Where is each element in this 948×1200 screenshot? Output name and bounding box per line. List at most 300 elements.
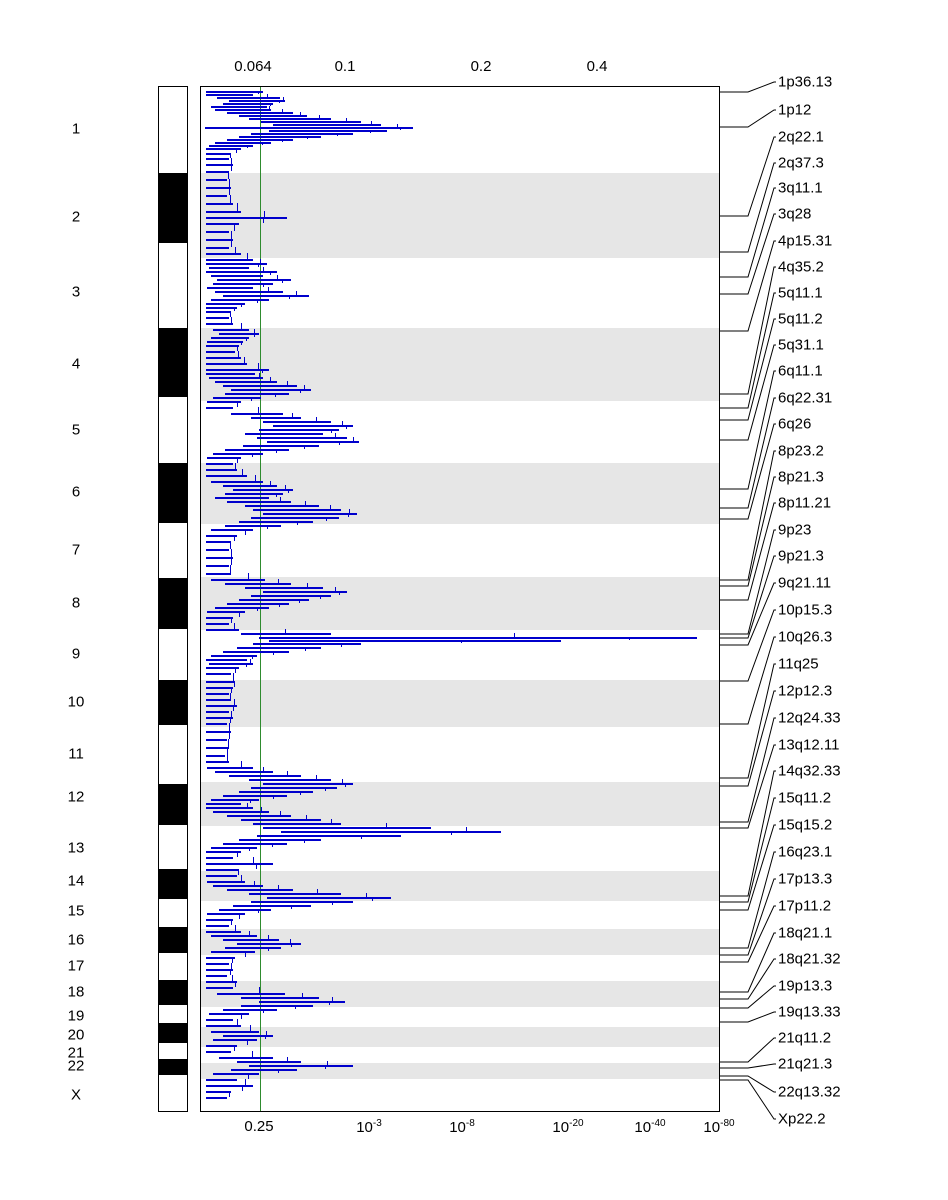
bottom-axis-tick-label: 0.25 xyxy=(244,1118,274,1135)
trace-connector xyxy=(230,541,231,549)
trace-segment xyxy=(206,203,233,205)
cytoband-label: 4q35.2 xyxy=(778,258,824,276)
cytoband-label: 9p21.3 xyxy=(778,547,824,565)
trace-connector xyxy=(233,705,234,711)
cytoband-label: 19p13.3 xyxy=(778,977,833,995)
trace-connector xyxy=(320,595,321,599)
trace-segment xyxy=(225,947,281,949)
trace-segment xyxy=(225,449,289,451)
trace-segment xyxy=(251,417,301,419)
trace-connector xyxy=(371,121,372,124)
trace-connector xyxy=(397,124,398,127)
trace-segment xyxy=(206,1079,237,1081)
trace-connector xyxy=(361,835,362,839)
trace-segment xyxy=(206,717,233,719)
trace-segment xyxy=(253,509,341,511)
trace-segment xyxy=(267,441,359,443)
trace-connector xyxy=(289,295,290,299)
cytoband-label: 5q11.2 xyxy=(778,310,823,328)
trace-connector xyxy=(295,1005,296,1009)
trace-connector xyxy=(241,761,242,767)
trace-segment xyxy=(207,401,241,403)
top-axis-tick-label: 0.4 xyxy=(586,58,608,75)
top-axis-tick-label: 0.064 xyxy=(234,58,272,75)
trace-connector xyxy=(306,815,307,819)
trace-connector xyxy=(330,505,331,509)
chromosome-ideogram xyxy=(158,86,188,1112)
trace-connector xyxy=(307,583,308,587)
trace-connector xyxy=(304,385,305,389)
trace-segment xyxy=(249,779,331,781)
trace-segment xyxy=(206,565,229,567)
trace-segment xyxy=(239,136,321,138)
trace-segment xyxy=(215,771,273,773)
cytoband-label: 6q22.31 xyxy=(778,389,833,407)
trace-segment xyxy=(206,963,229,965)
trace-segment xyxy=(213,885,263,887)
chromosome-label-18: 18 xyxy=(67,983,85,1001)
trace-connector xyxy=(234,1045,235,1051)
cytoband-label: 8p23.2 xyxy=(778,442,824,460)
trace-connector xyxy=(234,535,235,541)
chromosome-label-2: 2 xyxy=(71,208,81,226)
trace-connector xyxy=(282,279,283,283)
cytoband-label: 8p11.21 xyxy=(778,494,832,512)
trace-segment xyxy=(206,857,233,859)
chromosome-label-21: 21 xyxy=(67,1044,85,1062)
trace-segment xyxy=(241,819,321,821)
trace-connector xyxy=(242,469,243,475)
trace-connector xyxy=(279,100,280,103)
trace-connector xyxy=(329,1001,330,1005)
trace-connector xyxy=(234,681,235,687)
trace-segment xyxy=(239,115,307,117)
trace-segment xyxy=(206,1091,231,1093)
chromosome-label-X: X xyxy=(70,1086,82,1104)
trace-segment xyxy=(213,1039,257,1041)
trace-segment xyxy=(241,1005,313,1007)
leader-line xyxy=(720,879,776,955)
cytoband-label: Xp22.2 xyxy=(778,1110,826,1128)
trace-connector xyxy=(239,913,240,919)
trace-connector xyxy=(266,1031,267,1035)
trace-connector xyxy=(250,799,251,803)
trace-segment xyxy=(206,869,239,871)
trace-connector xyxy=(229,731,230,739)
trace-segment xyxy=(245,433,323,435)
leader-line xyxy=(720,82,776,92)
trace-segment xyxy=(206,271,277,273)
trace-connector xyxy=(256,863,257,869)
bottom-axis-tick-label: $10^{-3}$ xyxy=(356,1118,382,1136)
chromosome-label-1: 1 xyxy=(71,120,81,138)
leader-line xyxy=(720,293,776,408)
trace-segment xyxy=(206,195,227,197)
trace-segment xyxy=(207,881,245,883)
leader-line xyxy=(720,371,776,489)
trace-connector xyxy=(296,291,297,295)
trace-connector xyxy=(316,775,317,779)
trace-segment xyxy=(215,109,271,111)
trace-connector xyxy=(237,851,238,857)
leader-line xyxy=(720,1012,776,1022)
trace-connector xyxy=(279,603,280,607)
trace-segment xyxy=(206,623,229,625)
trace-connector xyxy=(229,187,230,195)
trace-connector xyxy=(339,591,340,595)
trace-segment xyxy=(206,981,237,983)
trace-segment xyxy=(223,939,279,941)
leader-line xyxy=(720,986,776,1008)
trace-connector xyxy=(341,643,342,647)
trace-segment xyxy=(206,755,225,757)
trace-connector xyxy=(231,549,232,557)
trace-connector xyxy=(235,667,236,673)
trace-segment xyxy=(239,791,313,793)
trace-segment xyxy=(229,775,301,777)
trace-connector xyxy=(228,739,229,747)
trace-segment xyxy=(206,535,237,537)
trace-connector xyxy=(261,807,262,811)
chromosome-label-17: 17 xyxy=(67,957,85,975)
trace-segment xyxy=(211,935,257,937)
trace-connector xyxy=(291,905,292,909)
trace-segment xyxy=(263,783,353,785)
trace-connector xyxy=(238,869,239,875)
trace-connector xyxy=(335,433,336,437)
trace-segment xyxy=(231,389,311,391)
trace-connector xyxy=(230,717,231,723)
trace-segment xyxy=(209,377,263,379)
trace-segment xyxy=(251,595,331,597)
trace-segment xyxy=(205,127,413,129)
cytoband-label: 2q22.1 xyxy=(778,128,824,146)
trace-connector xyxy=(268,287,269,291)
trace-segment xyxy=(206,158,229,160)
ideogram-band xyxy=(159,1059,187,1075)
trace-segment xyxy=(213,1073,259,1075)
cytoband-label: 6q26 xyxy=(778,415,812,433)
trace-connector xyxy=(332,997,333,1001)
trace-segment xyxy=(245,505,319,507)
trace-connector xyxy=(263,283,264,287)
trace-connector xyxy=(253,857,254,863)
trace-connector xyxy=(339,441,340,445)
chromosome-label-16: 16 xyxy=(67,931,85,949)
cytoband-label: 4p15.31 xyxy=(778,232,833,250)
trace-connector xyxy=(327,1061,328,1065)
trace-connector xyxy=(259,987,260,993)
leader-line xyxy=(720,451,776,580)
trace-connector xyxy=(245,951,246,957)
trace-connector xyxy=(268,935,269,939)
trace-segment xyxy=(211,529,253,531)
chromosome-label-5: 5 xyxy=(71,421,81,439)
trace-connector xyxy=(270,377,271,381)
trace-connector xyxy=(230,565,231,573)
trace-segment xyxy=(225,583,291,585)
trace-segment xyxy=(206,1051,231,1053)
trace-connector xyxy=(370,130,371,133)
trace-connector xyxy=(259,373,260,377)
cytoband-label: 17p13.3 xyxy=(778,870,833,888)
trace-connector xyxy=(258,363,259,369)
leader-line xyxy=(720,718,776,822)
trace-connector xyxy=(267,525,268,529)
trace-connector xyxy=(300,112,301,115)
chromosome-stripe xyxy=(201,1027,719,1047)
trace-segment xyxy=(206,629,239,631)
cytoband-label: 14q32.33 xyxy=(778,762,841,780)
trace-segment xyxy=(249,893,341,895)
trace-segment xyxy=(206,541,231,543)
trace-segment xyxy=(227,112,293,114)
trace-segment xyxy=(213,329,249,331)
leader-line xyxy=(720,163,776,252)
trace-segment xyxy=(206,303,245,305)
trace-segment xyxy=(206,259,253,261)
trace-connector xyxy=(235,463,236,469)
bottom-axis-tick-label: $10^{-8}$ xyxy=(449,1118,475,1136)
trace-segment xyxy=(213,811,269,813)
trace-segment xyxy=(223,103,273,105)
trace-connector xyxy=(258,909,259,913)
trace-segment xyxy=(263,513,357,515)
trace-segment xyxy=(206,323,233,325)
trace-segment xyxy=(227,501,291,503)
trace-connector xyxy=(353,437,354,441)
trace-connector xyxy=(246,663,247,667)
trace-connector xyxy=(273,651,274,655)
chromosome-label-12: 12 xyxy=(67,788,85,806)
trace-segment xyxy=(206,307,237,309)
trace-connector xyxy=(237,401,238,407)
trace-segment xyxy=(211,299,269,301)
trace-connector xyxy=(232,957,233,963)
cytoband-label: 18q21.1 xyxy=(778,924,833,942)
trace-connector xyxy=(228,171,229,179)
ideogram-band xyxy=(159,578,187,629)
trace-segment xyxy=(253,643,361,645)
trace-segment xyxy=(233,905,311,907)
trace-connector xyxy=(285,629,286,633)
trace-segment xyxy=(227,139,293,141)
trace-connector xyxy=(263,1009,264,1013)
trace-connector xyxy=(230,195,231,203)
trace-segment xyxy=(213,397,261,399)
trace-connector xyxy=(241,875,242,881)
cytoband-label: 8p21.3 xyxy=(778,468,824,486)
trace-connector xyxy=(262,369,263,373)
trace-segment xyxy=(217,279,291,281)
chromosome-label-8: 8 xyxy=(71,594,81,612)
trace-connector xyxy=(241,1013,242,1019)
trace-connector xyxy=(277,275,278,279)
chromosome-label-11: 11 xyxy=(68,745,84,763)
chromosome-label-7: 7 xyxy=(71,541,81,559)
trace-segment xyxy=(209,267,249,269)
ideogram-band xyxy=(159,463,187,523)
cytoband-label: 21q11.2 xyxy=(778,1029,832,1047)
trace-connector xyxy=(255,475,256,481)
trace-segment xyxy=(206,253,241,255)
trace-segment xyxy=(223,295,309,297)
trace-connector xyxy=(276,493,277,497)
cytoband-label: 16q23.1 xyxy=(778,843,833,861)
trace-segment xyxy=(215,381,277,383)
trace-connector xyxy=(263,217,264,223)
cytoband-label: 11q25 xyxy=(778,655,819,673)
trace-segment xyxy=(253,823,341,825)
trace-segment xyxy=(211,337,249,339)
trace-segment xyxy=(206,373,255,375)
trace-segment xyxy=(211,655,257,657)
trace-segment xyxy=(227,889,293,891)
cytoband-label: 15q15.2 xyxy=(778,816,833,834)
trace-connector xyxy=(319,115,320,118)
ideogram-band xyxy=(159,980,187,1005)
trace-segment xyxy=(209,1013,249,1015)
trace-segment xyxy=(206,687,233,689)
trace-segment xyxy=(243,445,319,447)
trace-segment xyxy=(241,997,319,999)
trace-connector xyxy=(229,723,230,731)
trace-segment xyxy=(263,591,347,593)
trace-connector xyxy=(345,783,346,787)
trace-connector xyxy=(257,607,258,611)
cytoband-label: 10q26.3 xyxy=(778,628,833,646)
trace-segment xyxy=(206,919,233,921)
trace-connector xyxy=(302,993,303,997)
trace-connector xyxy=(247,803,248,807)
trace-connector xyxy=(451,831,452,835)
trace-segment xyxy=(211,579,265,581)
trace-segment xyxy=(245,587,323,589)
trace-segment xyxy=(233,489,293,491)
trace-connector xyxy=(241,323,242,329)
bottom-axis-tick-label: $10^{-20}$ xyxy=(552,1118,584,1136)
trace-connector xyxy=(348,513,349,517)
ideogram-band xyxy=(159,784,187,825)
trace-connector xyxy=(342,779,343,783)
trace-connector xyxy=(235,247,236,253)
trace-connector xyxy=(275,393,276,397)
cytoband-label: 2q37.3 xyxy=(778,154,824,172)
trace-segment xyxy=(231,1069,297,1071)
trace-segment xyxy=(207,341,243,343)
trace-connector xyxy=(282,109,283,112)
trace-connector xyxy=(231,617,232,623)
chromosome-label-22: 22 xyxy=(67,1057,85,1075)
trace-segment xyxy=(207,767,253,769)
trace-segment xyxy=(206,693,229,695)
trace-connector xyxy=(249,847,250,851)
trace-connector xyxy=(236,148,237,153)
trace-connector xyxy=(283,97,284,100)
trace-segment xyxy=(206,969,233,971)
trace-segment xyxy=(206,1085,253,1087)
cytoband-label: 9q21.11 xyxy=(778,574,832,592)
cytoband-label: 22q13.32 xyxy=(778,1083,841,1101)
trace-connector xyxy=(335,587,336,591)
chromosome-label-20: 20 xyxy=(67,1026,85,1044)
trace-connector xyxy=(237,203,238,211)
trace-connector xyxy=(268,947,269,951)
trace-segment xyxy=(239,839,321,841)
trace-connector xyxy=(231,231,232,239)
cytoband-label: 12q24.33 xyxy=(778,709,841,727)
trace-segment xyxy=(206,807,253,809)
trace-segment xyxy=(249,118,331,120)
trace-connector xyxy=(241,303,242,307)
trace-connector xyxy=(227,747,228,755)
trace-segment xyxy=(206,153,231,155)
bottom-axis-tick-label: $10^{-80}$ xyxy=(703,1118,735,1136)
trace-connector xyxy=(231,687,232,693)
trace-connector xyxy=(273,795,274,799)
trace-connector xyxy=(260,259,261,263)
trace-connector xyxy=(262,142,263,145)
trace-connector xyxy=(514,633,515,637)
leader-line xyxy=(720,959,776,999)
trace-connector xyxy=(305,647,306,651)
trace-segment xyxy=(213,453,263,455)
chromosome-stripe xyxy=(201,173,719,258)
trace-segment xyxy=(281,831,501,833)
trace-segment xyxy=(206,803,241,805)
trace-connector xyxy=(386,823,387,827)
trace-segment xyxy=(223,651,289,653)
trace-segment xyxy=(206,247,229,249)
trace-connector xyxy=(332,901,333,905)
cytoband-label: 10p15.3 xyxy=(778,601,833,619)
trace-segment xyxy=(206,851,241,853)
trace-segment xyxy=(259,1001,345,1003)
trace-connector xyxy=(252,655,253,659)
trace-segment xyxy=(206,723,227,725)
trace-segment xyxy=(223,385,297,387)
trace-connector xyxy=(252,1051,253,1057)
cytoband-label: 17p11.2 xyxy=(778,897,832,915)
cytoband-label: 1p12 xyxy=(778,101,812,119)
trace-segment xyxy=(207,457,241,459)
trace-connector xyxy=(276,449,277,453)
trace-connector xyxy=(299,599,300,603)
trace-connector xyxy=(280,497,281,501)
trace-segment xyxy=(225,493,283,495)
trace-segment xyxy=(206,549,229,551)
cytoband-label: 18q21.32 xyxy=(778,950,841,968)
trace-connector xyxy=(229,1091,230,1097)
trace-segment xyxy=(206,875,237,877)
leader-line xyxy=(720,137,776,216)
chromosome-label-14: 14 xyxy=(67,872,85,890)
trace-connector xyxy=(238,351,239,357)
trace-segment xyxy=(229,100,285,102)
cytoband-label: 6q11.1 xyxy=(778,362,823,380)
trace-connector xyxy=(247,253,248,259)
trace-connector xyxy=(305,501,306,505)
ideogram-band xyxy=(159,328,187,397)
trace-segment xyxy=(239,521,313,523)
trace-connector xyxy=(247,1039,248,1045)
trace-segment xyxy=(206,987,233,989)
trace-connector xyxy=(235,925,236,931)
trace-segment xyxy=(206,463,233,465)
trace-segment xyxy=(206,739,227,741)
trace-connector xyxy=(267,94,268,97)
trace-connector xyxy=(258,407,259,413)
